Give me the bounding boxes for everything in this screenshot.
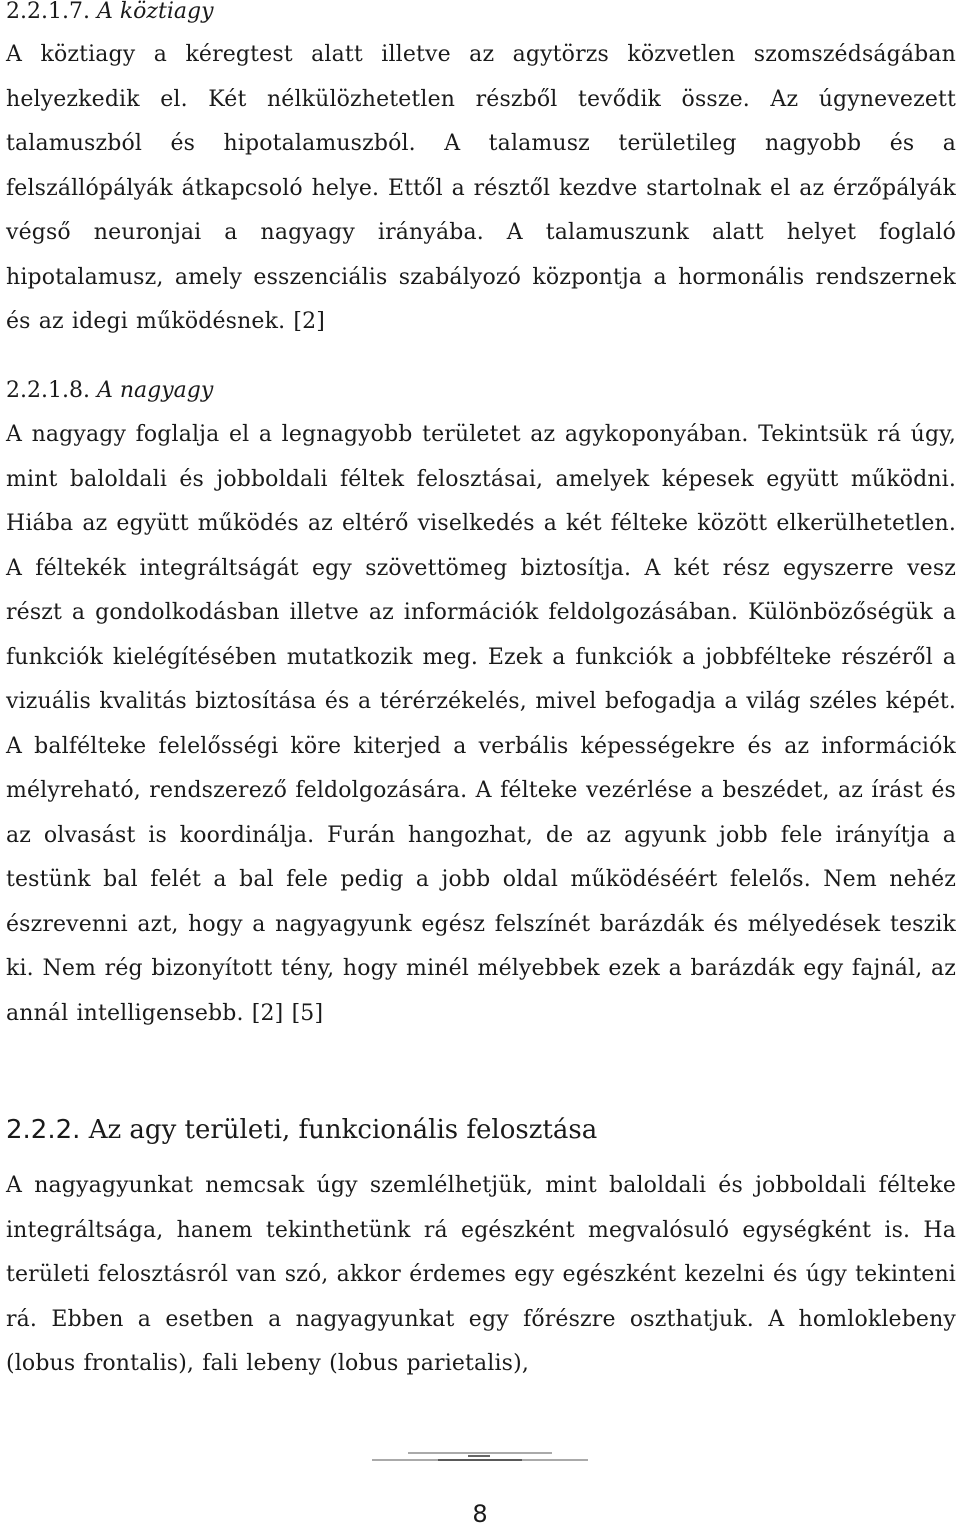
footnote-separator xyxy=(372,1450,592,1464)
paragraph-koztiagy: A köztiagy a kéregtest alatt illetve az agytörzs közvetlen szomszédságában helyezkedik el. Két nélkülözhetetlen részből tevődik össze. Az úgynevezett talamuszból és hipotalamuszból. A talamusz területileg nagyobb és a felszállópályák átkapcsoló helye. Ettől a résztől kezdve startolnak el az érzőpályák végső neuronjai a nagyagy irányába. A talamuszunk alatt helyet foglaló hipotalamusz, amely esszenciális szabályozó központja a hormonális rendszernek és az idegi működésnek. [2] xyxy=(6,42,956,334)
section-heading-2-2-1-8 xyxy=(6,378,213,404)
section-number: 2.2.1.7. xyxy=(6,0,90,24)
paragraph-teruleti-felosztas: A nagyagyunkat nemcsak úgy szemlélhetjük, mint baloldali és jobboldali félteke integráltsága, hanem tekinthetünk rá egészként megvalósuló egységként is. Ha területi felosztásról van szó, akkor érdemes egy egészként kezelni és úgy tekinteni rá. Ebben a esetben a nagyagyunkat egy főrészre oszthatjuk. A homloklebeny (lobus frontalis), fali lebeny (lobus parietalis), xyxy=(6,1173,956,1376)
section-heading-2-2-2 xyxy=(6,1115,597,1145)
section-number: 2.2.2. xyxy=(6,1115,81,1145)
page-number: 8 xyxy=(472,1500,488,1528)
section-title: A köztiagy xyxy=(96,0,214,24)
section-title: A nagyagy xyxy=(96,378,214,403)
paragraph-nagyagy: A nagyagy foglalja el a legnagyobb területet az agykoponyában. Tekintsük rá úgy, mint baloldali és jobboldali féltek felosztásai, amelyek képesek együtt működni. Hiába az együtt működés az eltérő viselkedés a két félteke között elkerülhetetlen. A féltekék integráltságát egy szövettömeg biztosítja. A két rész egyszerre vesz részt a gondolkodásban illetve az információk feldolgozásában. Különbözőségük a funkciók kielégítésében mutatkozik meg. Ezek a funkciók a jobbféltekе részéről a vizuális kvalitás biztosítása és a térérzékelés, mivel befogadja a világ széles képét. A balfélteke felelősségi köre kiterjed a verbális képességekre és az információk mélyreható, rendszerező feldolgozására. A félteke vezérlése a beszédet, az írást és az olvasást is koordinálja. Furán hangozhat, de az agyunk jobb fele irányítja a testünk bal felét a bal fele pedig a jobb oldal működéséért felelős. Nem nehéz észrevenni azt, hogy a nagyagyunk egész felszínét barázdák és mélyedések teszik ki. Nem rég bizonyított tény, hogy minél mélyebbek ezek a barázdák egy fajnál, az annál intelligensebb. [2] [5] xyxy=(6,422,956,1026)
section-title: Az agy területi, funkcionális felosztása xyxy=(88,1115,598,1145)
section-number: 2.2.1.8. xyxy=(6,378,90,403)
section-heading-2-2-1-7 xyxy=(6,0,214,25)
